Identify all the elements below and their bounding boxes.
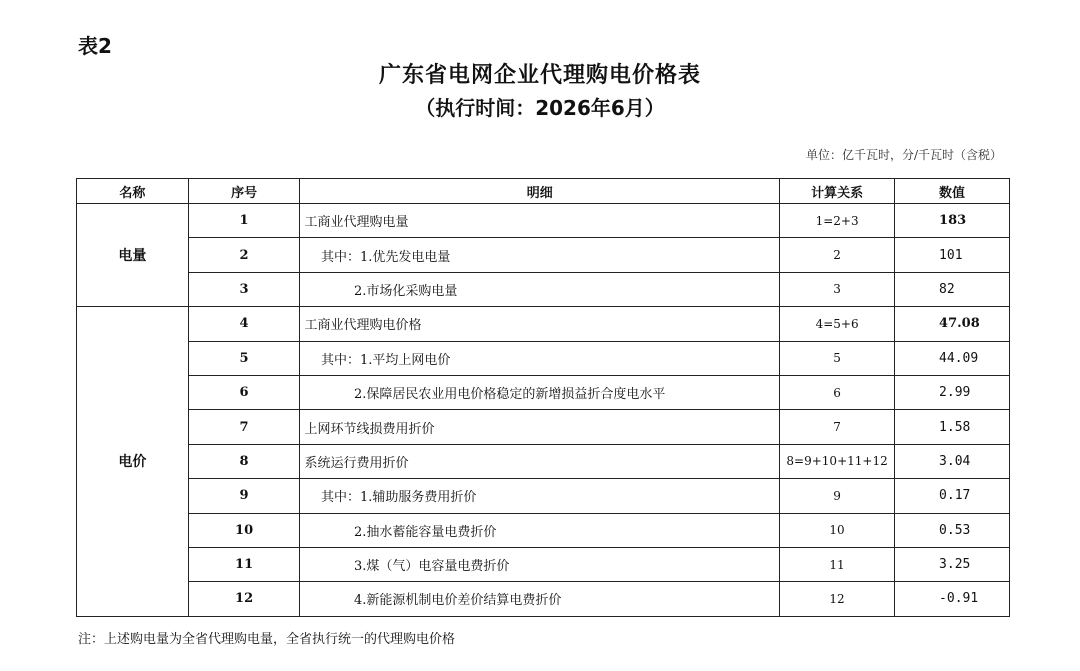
row-index: 4 [188,307,300,341]
row-index: 6 [188,375,300,409]
row-index: 5 [188,341,300,375]
footnote: 注：上述购电量为全省代理购电量，全省执行统一的代理购电价格 [78,632,456,647]
row-value: 2.99 [895,375,1010,409]
row-index: 10 [188,513,300,547]
row-calc: 4=5+6 [780,307,895,341]
header-calc: 计算关系 [780,179,895,204]
header-value: 数值 [895,179,1010,204]
row-calc: 9 [780,479,895,513]
row-detail: 系统运行费用折价 [300,444,780,478]
row-calc: 3 [780,272,895,306]
table-row [77,410,1010,444]
table-row [77,375,1010,409]
row-detail: 3.煤（气）电容量电费折价 [300,547,780,581]
row-detail: 2.市场化采购电量 [300,272,780,306]
row-calc: 2 [780,238,895,272]
row-value: 3.04 [895,444,1010,478]
row-calc: 11 [780,547,895,581]
row-detail: 工商业代理购电价格 [300,307,780,341]
group-electricity: 电量 [77,204,189,307]
table-row [77,582,1010,616]
row-value: 0.17 [895,479,1010,513]
table-row [77,444,1010,478]
row-index: 9 [188,479,300,513]
row-value: 183 [895,204,1010,238]
row-detail: 其中：1.平均上网电价 [300,341,780,375]
row-calc: 7 [780,410,895,444]
header-index: 序号 [188,179,300,204]
row-detail: 2.保障居民农业用电价格稳定的新增损益折合度电水平 [300,375,780,409]
header-detail: 明细 [300,179,780,204]
row-index: 12 [188,582,300,616]
row-index: 8 [188,444,300,478]
group-price: 电价 [77,307,189,617]
row-value: 82 [895,272,1010,306]
row-index: 11 [188,547,300,581]
table-row [77,272,1010,306]
header-name: 名称 [77,179,189,204]
row-detail: 上网环节线损费用折价 [300,410,780,444]
row-calc: 8=9+10+11+12 [780,444,895,478]
table-row [77,513,1010,547]
row-detail: 其中：1.辅助服务费用折价 [300,479,780,513]
row-detail: 4.新能源机制电价差价结算电费折价 [300,582,780,616]
row-calc: 10 [780,513,895,547]
row-value: 101 [895,238,1010,272]
row-value: 1.58 [895,410,1010,444]
row-calc: 5 [780,341,895,375]
row-value: 0.53 [895,513,1010,547]
row-detail: 2.抽水蓄能容量电费折价 [300,513,780,547]
row-calc: 12 [780,582,895,616]
price-table [76,178,1010,617]
row-index: 7 [188,410,300,444]
row-value: -0.91 [895,582,1010,616]
page-title: 广东省电网企业代理购电价格表 [378,63,701,88]
table-row [77,479,1010,513]
table-header-row [77,179,1010,204]
page-subtitle: （执行时间：2026年6月） [415,96,665,120]
row-value: 44.09 [895,341,1010,375]
row-detail: 工商业代理购电量 [300,204,780,238]
row-index: 1 [188,204,300,238]
row-value: 47.08 [895,307,1010,341]
row-index: 2 [188,238,300,272]
table-row [77,204,1010,238]
row-calc: 1=2+3 [780,204,895,238]
table-row [77,238,1010,272]
table-row [77,307,1010,341]
row-detail: 其中：1.优先发电电量 [300,238,780,272]
row-calc: 6 [780,375,895,409]
table-row [77,341,1010,375]
table-label: 表2 [78,34,112,58]
row-index: 3 [188,272,300,306]
row-value: 3.25 [895,547,1010,581]
unit-note: 单位：亿千瓦时，分/千瓦时（含税） [805,148,1002,162]
table-row [77,547,1010,581]
